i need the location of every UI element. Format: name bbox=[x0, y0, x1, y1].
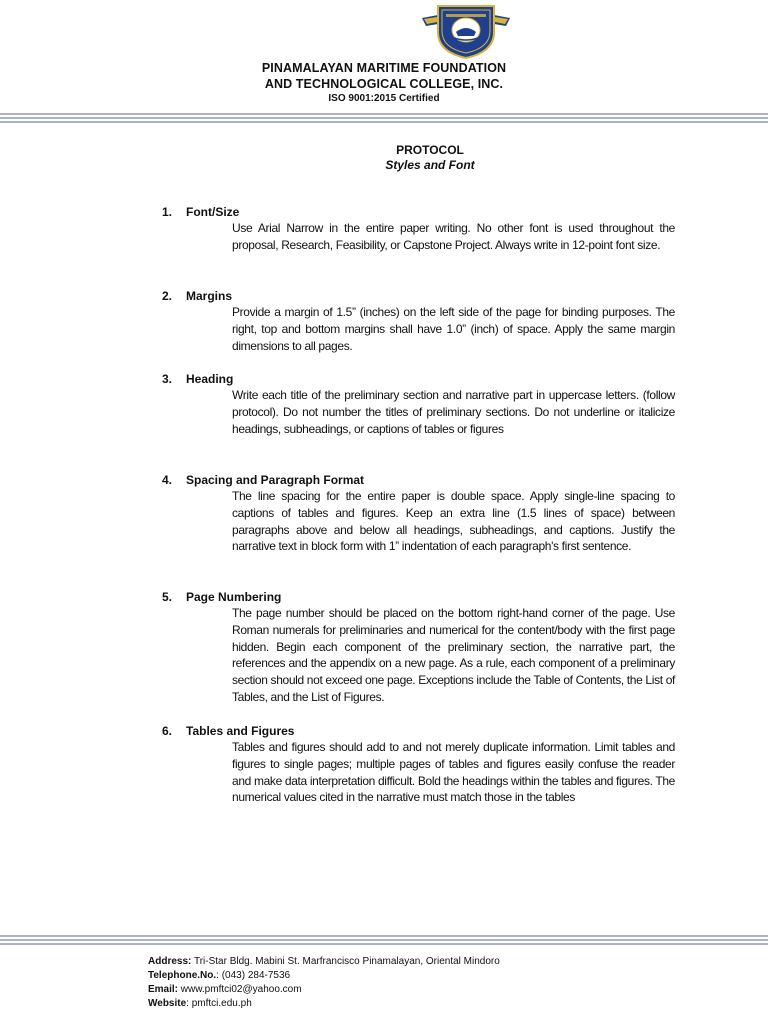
document-title: PROTOCOL bbox=[396, 143, 464, 157]
phone-value: : (043) 284-7536 bbox=[216, 970, 291, 981]
section-heading bbox=[162, 371, 682, 387]
organization-name bbox=[0, 60, 768, 92]
section-title: Page Numbering bbox=[186, 590, 282, 604]
section-body: Tables and figures should add to and not merely duplicate information. Limit tables and figures to single pages; multiple pages of tables and figures easily confuse the reader and make data interpretation difficult. Bold the headings within the tables and figures. The numerical values cited in the narrative must match those in the tables bbox=[232, 740, 675, 805]
section-tables-figures bbox=[162, 723, 682, 806]
section-title: Heading bbox=[186, 372, 234, 386]
section-heading-rules bbox=[162, 371, 682, 437]
organization-name-line1: PINAMALAYAN MARITIME FOUNDATION bbox=[261, 61, 507, 75]
certification-text: ISO 9001:2015 Certified bbox=[328, 93, 440, 104]
section-number: 6. bbox=[162, 724, 173, 738]
section-title: Tables and Figures bbox=[186, 724, 295, 738]
section-number: 1. bbox=[162, 205, 173, 219]
footer-divider bbox=[0, 935, 768, 945]
email-value: www.pmftci02@yahoo.com bbox=[178, 984, 302, 995]
section-heading bbox=[162, 204, 682, 220]
footer-contact bbox=[148, 955, 500, 1011]
phone-label: Telephone.No. bbox=[148, 970, 217, 981]
section-title: Font/Size bbox=[186, 205, 240, 219]
section-number: 3. bbox=[162, 372, 173, 386]
college-seal-icon bbox=[418, 2, 514, 60]
section-body: The page number should be placed on the bottom right-hand corner of the page. Use Roman numerals for preliminaries and numerical for the content/body with the first page hidden. Begin each component of the preliminary section, the narrative part, the references and the appendix on a new page. As a rule, each component of a preliminary section should not exceed one page. Exceptions include the Table of Contents, the List of Tables, and the List of Figures. bbox=[232, 606, 675, 704]
address-value: Tri-Star Bldg. Mabini St. Marfrancisco Pinamalayan, Oriental Mindoro bbox=[191, 956, 500, 967]
section-body: Write each title of the preliminary section and narrative part in uppercase letters. (follow protocol). Do not number the titles of preliminary sections. Do not underline or italicize headings, subheadings, or captions of tables or figures bbox=[232, 388, 675, 436]
section-margins bbox=[162, 288, 682, 354]
address-label: Address: bbox=[148, 956, 192, 967]
section-number: 4. bbox=[162, 473, 173, 487]
section-heading bbox=[162, 472, 682, 488]
section-heading bbox=[162, 288, 682, 304]
footer-phone bbox=[148, 969, 500, 983]
document-title-block bbox=[260, 142, 600, 173]
section-title: Spacing and Paragraph Format bbox=[186, 473, 365, 487]
header-divider bbox=[0, 113, 768, 123]
section-number: 2. bbox=[162, 289, 173, 303]
section-heading bbox=[162, 589, 682, 605]
document-subtitle: Styles and Font bbox=[385, 158, 475, 172]
footer-website bbox=[148, 997, 500, 1011]
organization-name-line2: AND TECHNOLOGICAL COLLEGE, INC. bbox=[264, 77, 504, 91]
section-title: Margins bbox=[186, 289, 233, 303]
section-body: Use Arial Narrow in the entire paper writing. No other font is used throughout the proposal, Research, Feasibility, or Capstone Project. Always write in 12-point font size. bbox=[232, 221, 675, 252]
section-heading bbox=[162, 723, 682, 739]
section-body: The line spacing for the entire paper is double space. Apply single-line spacing to captions of tables and figures. Keep an extra line (1.5 lines of space) between paragraphs above and below all headings, subheadings, and captions. Justify the narrative text in block form with 1” indentation of each paragraph's first sentence. bbox=[232, 489, 675, 554]
footer-email bbox=[148, 983, 500, 997]
website-value: : pmftci.edu.ph bbox=[186, 998, 252, 1009]
section-page-numbering bbox=[162, 589, 682, 706]
website-label: Website bbox=[148, 998, 187, 1009]
section-font-size bbox=[162, 204, 682, 254]
section-number: 5. bbox=[162, 590, 173, 604]
section-spacing bbox=[162, 472, 682, 555]
footer-address bbox=[148, 955, 500, 969]
email-label: Email: bbox=[148, 984, 179, 995]
section-body: Provide a margin of 1.5” (inches) on the left side of the page for binding purposes. The right, top and bottom margins shall have 1.0” (inch) of space. Apply the same margin dimensions to all pages. bbox=[232, 305, 675, 353]
